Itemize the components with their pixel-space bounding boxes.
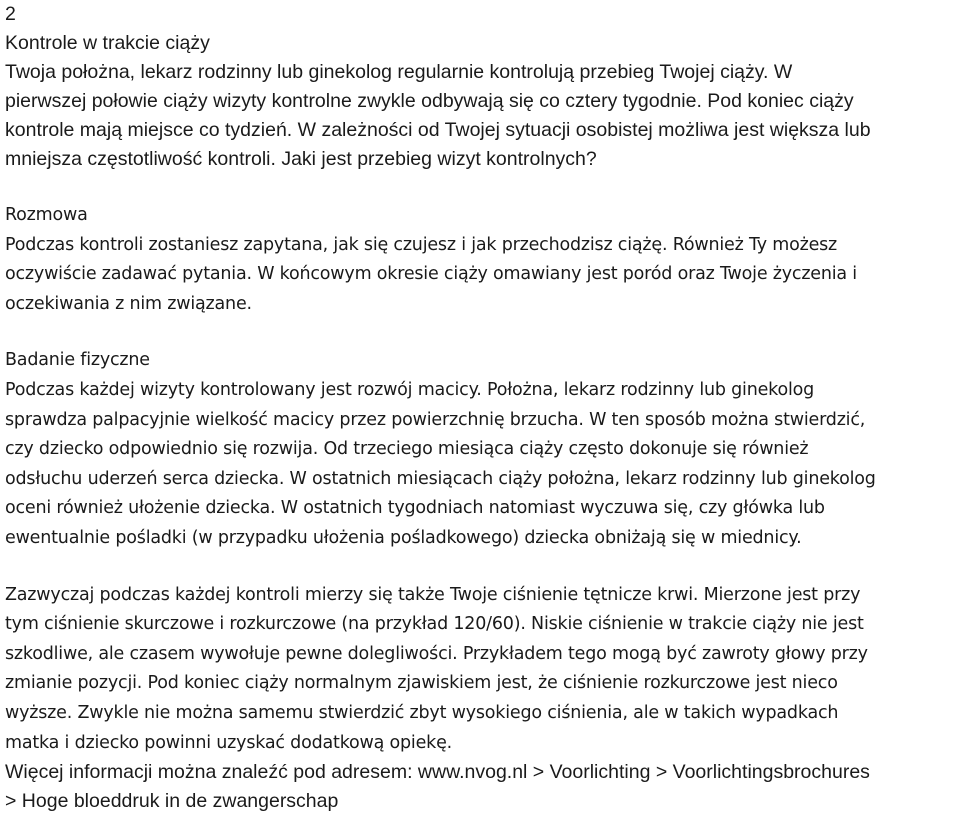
section-heading: Rozmowa: [5, 205, 88, 225]
section-line: Podczas każdej wizyty kontrolowany jest rozwój macicy. Położna, lekarz rodzinny lub ginekolog: [5, 379, 815, 400]
spacer: [5, 554, 960, 581]
document-title: Kontrole w trakcie ciąży: [5, 32, 210, 54]
section-line: czy dziecko odpowiednio się rozwija. Od trzeciego miesiąca ciąży często dokonuje się również: [5, 439, 809, 460]
paragraph-line: wyższe. Zwykle nie można samemu stwierdzić zbyt wysokiego ciśnienia, ale w takich wypadkach: [5, 702, 839, 723]
spacer: [5, 174, 960, 201]
section-line: odsłuchu uderzeń serca dziecka. W ostatnich miesiącach ciąży położna, lekarz rodzinny lub ginekolog: [5, 468, 876, 489]
paragraph-line: Zazwyczaj podczas każdej kontroli mierzy się także Twoje ciśnienie tętnicze krwi. Mierzone jest przy: [5, 584, 861, 605]
section-heading: Badanie fizyczne: [5, 350, 150, 371]
section-badanie-fizyczne: [5, 346, 960, 553]
section-rozmowa: [5, 201, 960, 319]
paragraph-line: szkodliwe, ale czasem wywołuje pewne dolegliwości. Przykładem tego mogą być zawroty głowy przy: [5, 643, 868, 664]
more-info-paragraph: [5, 758, 960, 816]
intro-paragraph: [5, 58, 960, 174]
intro-line: Twoja położna, lekarz rodzinny lub ginekolog regularnie kontrolują przebieg Twojej ciąży. W: [5, 61, 793, 83]
page-number: 2: [5, 3, 16, 25]
intro-line: pierwszej połowie ciąży wizyty kontrolne zwykle odbywają się co cztery tygodnie. Pod koniec ciąży: [5, 90, 854, 112]
intro-line: kontrole mają miejsce co tydzień. W zależności od Twojej sytuacji osobistej możliwa jest większa lub: [5, 119, 871, 141]
spacer: [5, 319, 960, 346]
more-info-line: > Hoge bloeddruk in de zwangerschap: [5, 790, 339, 813]
paragraph-line: zmianie pozycji. Pod koniec ciąży normalnym zjawiskiem jest, że ciśnienie rozkurczowe jest nieco: [5, 673, 838, 694]
paragraph-line: tym ciśnienie skurczowe i rozkurczowe (na przykład 120/60). Niskie ciśnienie w trakcie ciąży nie jest: [5, 614, 864, 635]
section-line: sprawdza palpacyjnie wielkość macicy przez powierzchnię brzucha. W ten sposób można stwierdzić,: [5, 409, 866, 430]
paragraph-line: matka i dziecko powinni uzyskać dodatkową opiekę.: [5, 732, 453, 753]
section-line: oceni również ułożenie dziecka. W ostatnich tygodniach natomiast wyczuwa się, czy główka lub: [5, 498, 825, 519]
section-line: Podczas kontroli zostaniesz zapytana, jak się czujesz i jak przechodzisz ciążę. Również Ty możesz: [5, 234, 838, 255]
document-page: [5, 0, 960, 816]
section-line: ewentualnie pośladki (w przypadku ułożenia pośladkowego) dziecka obniżają się w miednicy.: [5, 527, 802, 548]
blood-pressure-paragraph: [5, 581, 960, 759]
section-line: oczywiście zadawać pytania. W końcowym okresie ciąży omawiany jest poród oraz Twoje życzenia i: [5, 264, 857, 285]
intro-line: mniejsza częstotliwość kontroli. Jaki jest przebieg wizyt kontrolnych?: [5, 148, 597, 170]
section-line: oczekiwania z nim związane.: [5, 293, 252, 314]
more-info-line: Więcej informacji można znaleźć pod adresem: www.nvog.nl > Voorlichting > Voorlichtingsbrochures: [5, 761, 870, 784]
